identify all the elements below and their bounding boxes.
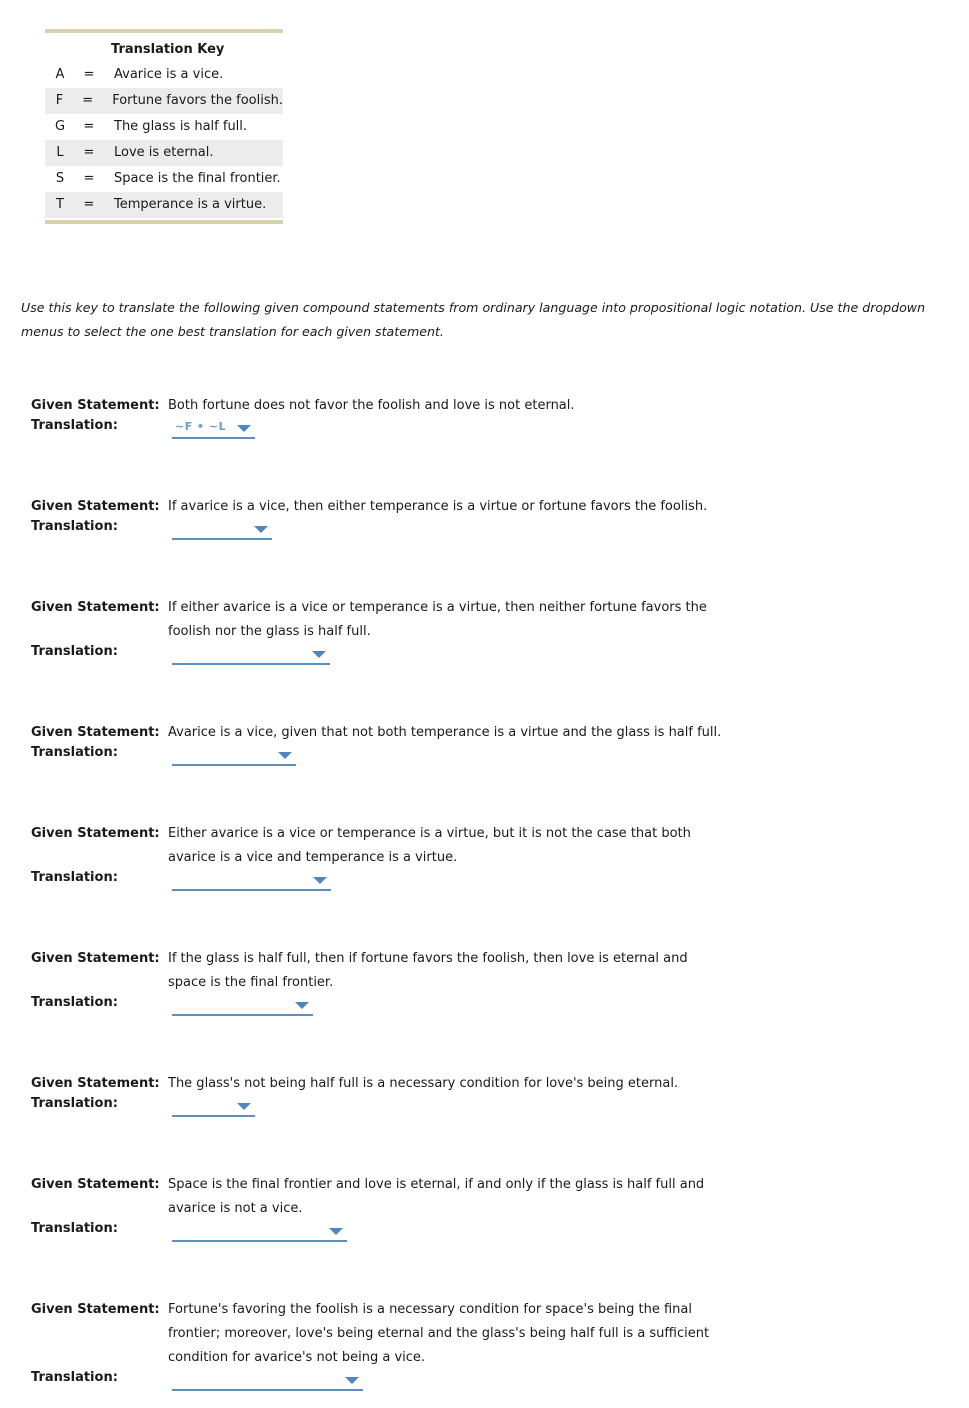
key-description: Temperance is a virtue. [114,197,267,212]
key-row [45,88,283,114]
key-row [45,166,283,192]
key-letter: L [56,145,64,160]
key-description: The glass is half full. [114,119,248,134]
question-item [31,394,731,444]
translation-label: Translation: [31,644,118,659]
given-statement-label: Given Statement: [31,1302,160,1317]
key-letter: G [54,119,66,134]
translation-dropdown[interactable] [172,1222,347,1242]
chevron-down-icon [254,526,268,533]
given-statement-label: Given Statement: [31,398,160,413]
given-statement-text: Space is the final frontier and love is eternal, if and only if the glass is half full and avarice is not a vice. [168,1177,705,1216]
translation-dropdown[interactable] [172,520,272,540]
chevron-down-icon [237,425,251,432]
given-statement-text: If either avarice is a vice or temperance is a virtue, then neither fortune favors the foolish nor the glass is half full. [168,600,707,639]
key-row [45,114,283,140]
translation-dropdown[interactable] [172,645,330,665]
chevron-down-icon [313,877,327,884]
translation-label: Translation: [31,870,118,885]
key-equals: = [83,67,95,82]
given-statement-text: If avarice is a vice, then either temperance is a virtue or fortune favors the foolish. [168,499,708,514]
translation-label: Translation: [31,745,118,760]
translation-dropdown[interactable] [172,871,331,891]
given-statement-label: Given Statement: [31,826,160,841]
given-statement-label: Given Statement: [31,1076,160,1091]
translation-dropdown[interactable] [172,1097,255,1117]
given-statement-text: Either avarice is a vice or temperance is a virtue, but it is not the case that both avarice is a vice and temperance is a virtue. [168,826,691,865]
key-letter: F [55,93,64,108]
translation-label: Translation: [31,418,118,433]
key-letter: S [55,171,65,186]
instructions-text: Use this key to translate the following given compound statements from ordinary language into propositional logic notation. Use the dropdown menus to select the one best translation for each given statement. [21,300,926,339]
translation-label: Translation: [31,519,118,534]
translation-label: Translation: [31,1370,118,1385]
chevron-down-icon [312,651,326,658]
key-equals: = [83,145,95,160]
dropdown-selected-value: ~F • ~L [175,420,227,433]
chevron-down-icon [329,1228,343,1235]
given-statement-label: Given Statement: [31,1177,160,1192]
key-description: Space is the final frontier. [114,171,281,186]
key-equals: = [82,93,94,108]
given-statement-text: Avarice is a vice, given that not both temperance is a virtue and the glass is half full. [168,725,722,740]
translation-dropdown[interactable] [172,996,313,1016]
given-statement-label: Given Statement: [31,600,160,615]
key-equals: = [83,119,95,134]
question-item [31,721,731,771]
chevron-down-icon [295,1002,309,1009]
translation-label: Translation: [31,995,118,1010]
key-row [45,62,283,88]
key-row [45,192,283,218]
chevron-down-icon [345,1377,359,1384]
given-statement-label: Given Statement: [31,499,160,514]
chevron-down-icon [237,1103,251,1110]
given-statement-text: Both fortune does not favor the foolish and love is not eternal. [168,398,575,413]
translation-key-title: Translation Key [111,42,225,57]
key-letter: T [56,197,64,212]
translation-dropdown[interactable] [172,419,255,439]
question-item [31,947,731,1021]
translation-dropdown[interactable] [172,746,296,766]
question-item [31,1298,731,1396]
key-description: Fortune favors the foolish. [112,93,283,108]
question-item [31,596,731,670]
given-statement-label: Given Statement: [31,951,160,966]
question-item [31,1173,731,1247]
key-letter: A [55,67,65,82]
chevron-down-icon [278,752,292,759]
key-description: Love is eternal. [114,145,214,160]
key-equals: = [83,197,95,212]
given-statement-text: The glass's not being half full is a necessary condition for love's being eternal. [168,1076,679,1091]
key-row [45,140,283,166]
question-item [31,495,731,545]
question-item [31,822,731,896]
key-description: Avarice is a vice. [114,67,224,82]
translation-dropdown[interactable] [172,1371,363,1391]
translation-label: Translation: [31,1221,118,1236]
question-item [31,1072,731,1122]
given-statement-text: If the glass is half full, then if fortune favors the foolish, then love is eternal and space is the final frontier. [168,951,688,990]
given-statement-text: Fortune's favoring the foolish is a necessary condition for space's being the final frontier; moreover, love's being eternal and the glass's being half full is a sufficient condition for avarice's not being a vice. [168,1302,710,1365]
key-equals: = [83,171,95,186]
translation-key-table [45,29,283,224]
translation-label: Translation: [31,1096,118,1111]
given-statement-label: Given Statement: [31,725,160,740]
